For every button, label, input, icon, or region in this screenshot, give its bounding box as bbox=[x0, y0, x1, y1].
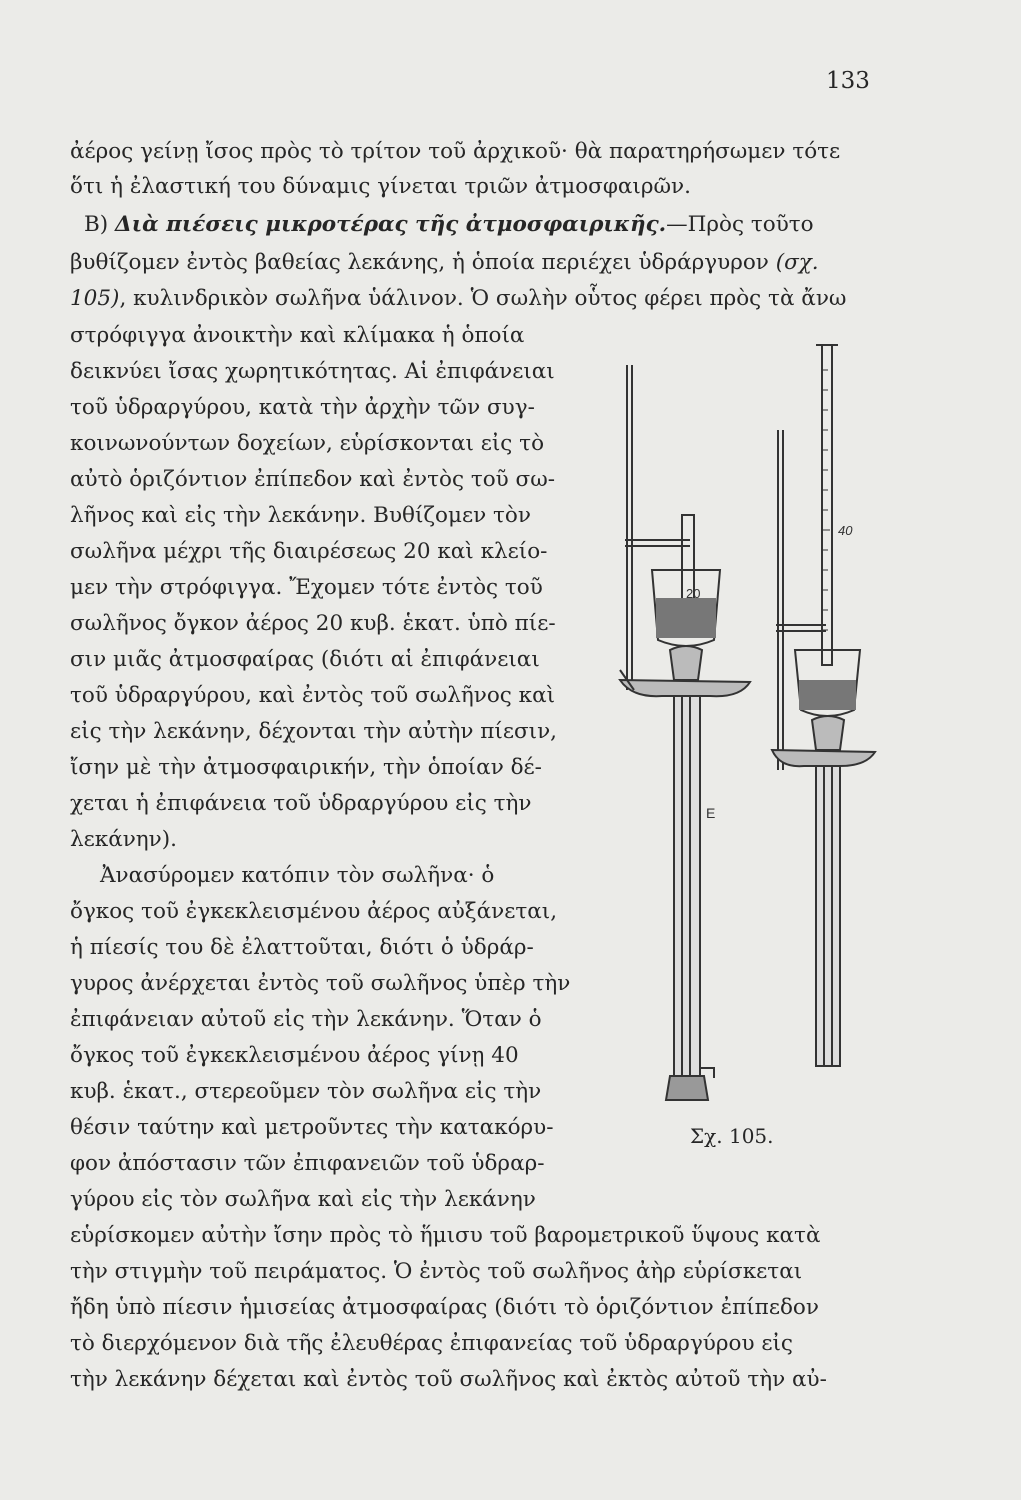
text-line: ἤδη ὑπὸ πίεσιν ἡμισείας ἀτμοσφαίρας (διότι τὸ ὁριζόντιον ἐπίπεδον bbox=[70, 1295, 819, 1320]
text-line: σωλῆνα μέχρι τῆς διαιρέσεως 20 καὶ κλείο- bbox=[70, 539, 548, 564]
text-line: λεκάνην). bbox=[70, 827, 177, 852]
text-line: τοῦ ὑδραργύρου, κατὰ τὴν ἀρχὴν τῶν συγ- bbox=[70, 395, 535, 420]
left-mercury-fill bbox=[656, 598, 716, 638]
left-stand-foot bbox=[666, 1076, 708, 1100]
text-line bbox=[70, 248, 819, 278]
text-segment: βυθίζομεν ἐντὸς βαθείας λεκάνης, ἡ ὁποία περιέχει ὑδράργυρον bbox=[70, 250, 776, 275]
text-line: χεται ἡ ἐπιφάνεια τοῦ ὑδραργύρου εἰς τὴν bbox=[70, 791, 532, 816]
text-line bbox=[70, 284, 846, 314]
text-line: εὑρίσκομεν αὐτὴν ἴσην πρὸς τὸ ἥμισυ τοῦ βαρομετρικοῦ ὕψους κατὰ bbox=[70, 1223, 821, 1248]
text-line: δεικνύει ἴσας χωρητικότητας. Αἱ ἐπιφάνειαι bbox=[70, 359, 555, 384]
text-line: σιν μιᾶς ἀτμοσφαίρας (διότι αἱ ἐπιφάνειαι bbox=[70, 647, 540, 672]
text-line: ἡ πίεσίς του δὲ ἐλαττοῦται, διότι ὁ ὑδράρ- bbox=[70, 935, 534, 960]
text-line: θέσιν ταύτην καὶ μετροῦντες τὴν κατακόρυ- bbox=[70, 1115, 554, 1140]
text-line: ὄγκος τοῦ ἐγκεκλεισμένου ἀέρος αὐξάνεται, bbox=[70, 899, 558, 924]
text-line: τὸ διερχόμενον διὰ τῆς ἐλευθέρας ἐπιφανείας τοῦ ὑδραργύρου εἰς bbox=[70, 1331, 793, 1356]
text-line: αὐτὸ ὁριζόντιον ἐπίπεδον καὶ ἐντὸς τοῦ σω- bbox=[70, 467, 556, 492]
text-line: ἐπιφάνειαν αὐτοῦ εἰς τὴν λεκάνην. Ὅταν ὁ bbox=[70, 1007, 542, 1032]
figure-caption: Σχ. 105. bbox=[690, 1124, 774, 1148]
text-line: Ἀνασύρομεν κατόπιν τὸν σωλῆνα· ὁ bbox=[100, 863, 495, 888]
text-line: μεν τὴν στρόφιγγα. Ἔχομεν τότε ἐντὸς τοῦ bbox=[70, 575, 543, 600]
label-20: 20 bbox=[686, 586, 701, 601]
section-lead: —Πρὸς τοῦτο bbox=[666, 212, 814, 237]
page-number: 133 bbox=[826, 68, 870, 94]
text-line bbox=[84, 210, 814, 240]
section-heading: Διὰ πιέσεις μικροτέρας τῆς ἀτμοσφαιρικῆς. bbox=[115, 212, 667, 237]
label-e: E bbox=[706, 805, 716, 821]
right-stand-base-plate bbox=[772, 750, 875, 766]
text-line: τοῦ ὑδραργύρου, καὶ ἐντὸς τοῦ σωλῆνος καὶ bbox=[70, 683, 556, 708]
right-stand-column bbox=[816, 766, 840, 1066]
figure-reference: 105) bbox=[70, 286, 120, 311]
text-line: τὴν λεκάνην δέχεται καὶ ἐντὸς τοῦ σωλῆνος καὶ ἐκτὸς αὐτοῦ τὴν αὐ- bbox=[70, 1367, 827, 1392]
right-mercury-fill bbox=[799, 680, 856, 710]
text-line: φον ἀπόστασιν τῶν ἐπιφανειῶν τοῦ ὑδραρ- bbox=[70, 1151, 545, 1176]
label-40: 40 bbox=[838, 523, 853, 538]
section-marker: B) bbox=[84, 212, 116, 237]
figure-apparatus bbox=[590, 330, 890, 1110]
apparatus-illustration bbox=[590, 330, 890, 1110]
text-line: ἀέρος γείνῃ ἴσος πρὸς τὸ τρίτον τοῦ ἀρχικοῦ· θὰ παρατηρήσωμεν τότε bbox=[70, 139, 841, 164]
text-line: σωλῆνος ὄγκον ἀέρος 20 κυβ. ἑκατ. ὑπὸ πίε- bbox=[70, 611, 556, 636]
left-stand-column bbox=[674, 696, 700, 1076]
text-line: ὅτι ἡ ἐλαστική του δύναμις γίνεται τριῶν ἀτμοσφαιρῶν. bbox=[70, 174, 691, 199]
text-line: γυρος ἀνέρχεται ἐντὸς τοῦ σωλῆνος ὑπὲρ τὴν bbox=[70, 971, 571, 996]
right-graduated-tube bbox=[822, 345, 832, 665]
text-line: ὄγκος τοῦ ἐγκεκλεισμένου ἀέρος γίνῃ 40 bbox=[70, 1043, 519, 1068]
text-line: κοινωνούντων δοχείων, εὑρίσκονται εἰς τὸ bbox=[70, 431, 545, 456]
text-segment: , κυλινδρικὸν σωλῆνα ὑάλινον. Ὁ σωλὴν οὗτος φέρει πρὸς τὰ ἄνω bbox=[119, 286, 847, 311]
figure-reference: (σχ. bbox=[775, 250, 819, 275]
text-line: τὴν στιγμὴν τοῦ πειράματος. Ὁ ἐντὸς τοῦ σωλῆνος ἀὴρ εὑρίσκεται bbox=[70, 1259, 803, 1284]
text-line: γύρου εἰς τὸν σωλῆνα καὶ εἰς τὴν λεκάνην bbox=[70, 1187, 536, 1212]
text-line: ἴσην μὲ τὴν ἀτμοσφαιρικήν, τὴν ὁποίαν δέ- bbox=[70, 755, 542, 780]
text-line: στρόφιγγα ἀνοικτὴν καὶ κλίμακα ἡ ὁποία bbox=[70, 323, 525, 348]
right-stand-neck bbox=[812, 716, 844, 750]
text-line: κυβ. ἑκατ., στερεοῦμεν τὸν σωλῆνα εἰς τὴν bbox=[70, 1079, 542, 1104]
text-line: λῆνος καὶ εἰς τὴν λεκάνην. Βυθίζομεν τὸν bbox=[70, 503, 531, 528]
text-line: εἰς τὴν λεκάνην, δέχονται τὴν αὐτὴν πίεσιν, bbox=[70, 719, 557, 744]
left-stand-neck bbox=[670, 646, 702, 680]
left-stand-base-plate bbox=[620, 680, 750, 696]
